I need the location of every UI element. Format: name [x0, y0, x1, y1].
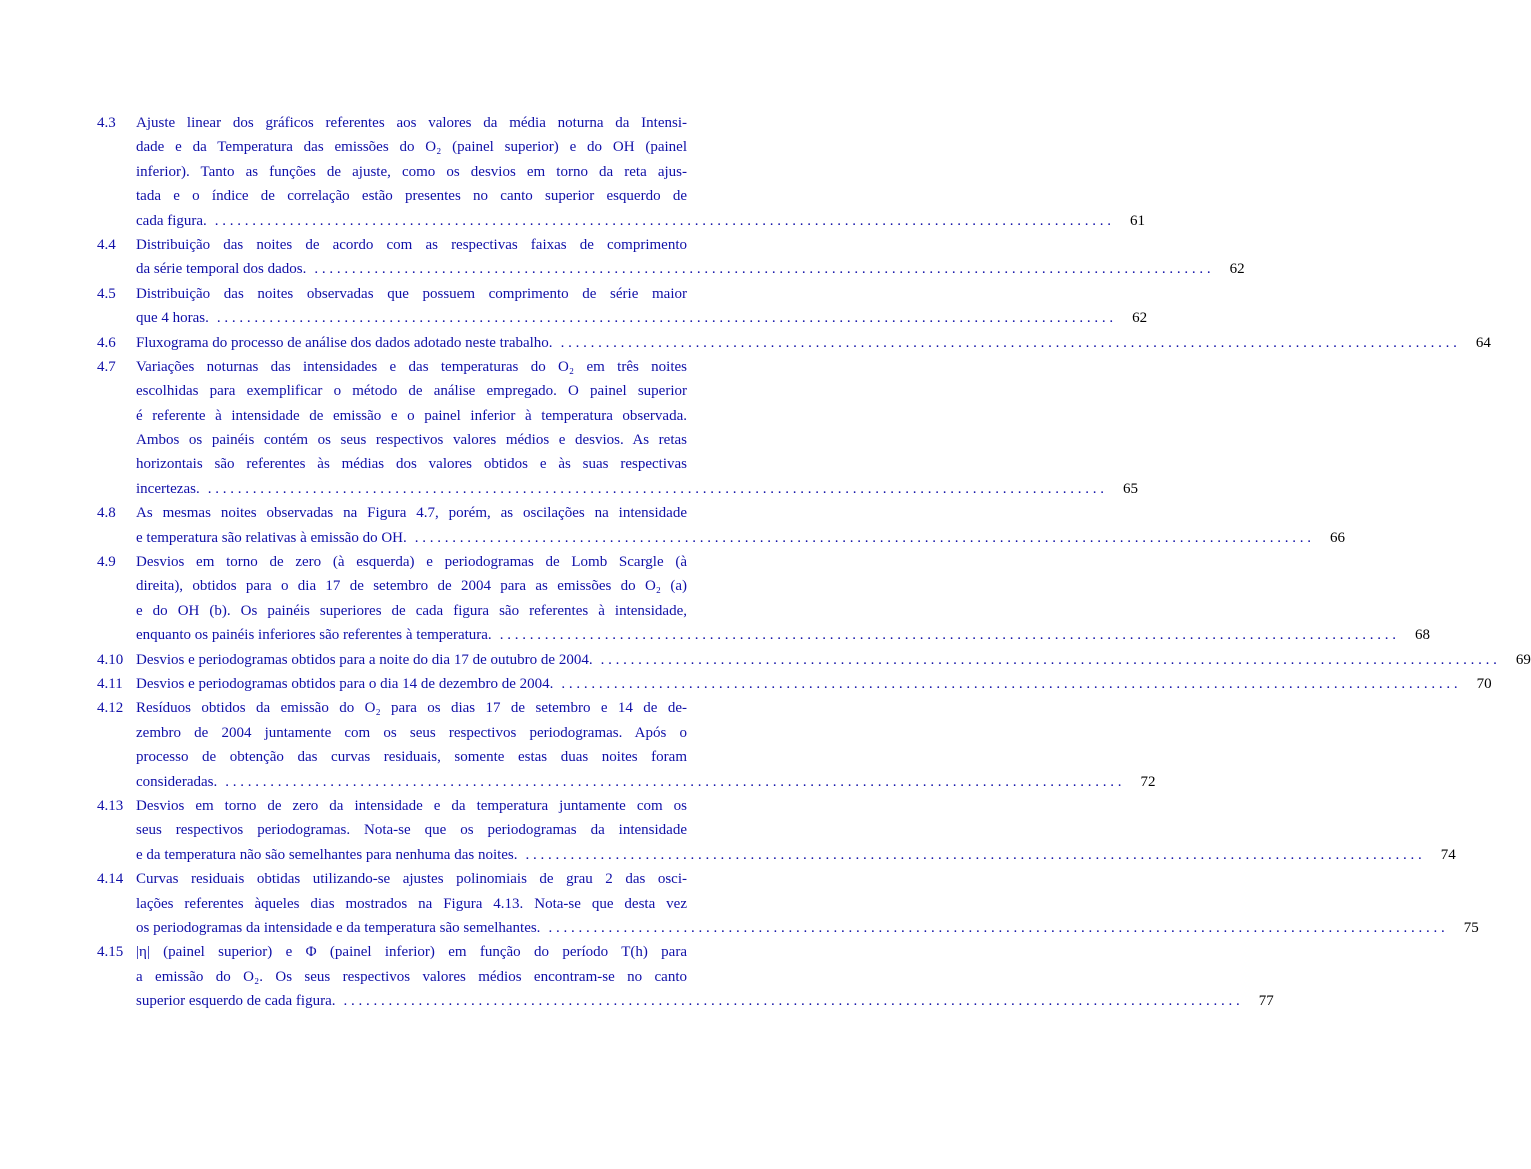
caption-line: direita), obtidos para o dia 17 de setembro de 2004 para as emissões do O₂ (a): [136, 578, 687, 595]
caption-line: horizontais são referentes às médias dos valores obtidos e às suas respectivas: [136, 456, 687, 473]
caption-text: da série temporal dos dados.: [136, 261, 307, 278]
figure-number: 4.11: [97, 675, 123, 692]
caption-line: Variações noturnas das intensidades e das temperaturas do O₂ em três noites: [136, 358, 687, 375]
figure-number: 4.9: [97, 554, 116, 571]
caption-line: [136, 989, 1274, 1013]
caption-line: Desvios em torno de zero da intensidade e da temperatura juntamente com os: [136, 797, 687, 814]
figure-entry-4-8[interactable]: [97, 501, 1345, 550]
figure-entry-4-9[interactable]: [97, 550, 1430, 648]
page-number[interactable]: 62: [1132, 310, 1148, 327]
caption-line: Ambos os painéis contém os seus respectivos valores médios e desvios. As retas: [136, 432, 687, 449]
figure-entry-4-12[interactable]: [97, 696, 1156, 794]
figure-entry-4-11[interactable]: [97, 672, 1492, 696]
caption-text: consideradas.: [136, 773, 218, 790]
page-number[interactable]: 65: [1122, 480, 1138, 497]
figure-number: 4.7: [97, 358, 116, 375]
caption-line: [136, 672, 1492, 696]
dot-leader: . . . . . . . . . . . . . . . . . . . . . . . . . . . . . . . . . . . . . . . . . . . . . . . . . . . . . . . . . . . . . . . . . . . . . . . . . . . . . . . . . . . . . . . . . . . . . . . . . . . . . . . . . . . . . . . . . . . . . . . .: [414, 529, 1311, 546]
figure-entry-4-14[interactable]: [97, 867, 1479, 940]
caption-line: [136, 623, 1430, 647]
figure-number: 4.12: [97, 700, 124, 717]
figure-number: 4.13: [97, 797, 124, 814]
caption-text: que 4 horas.: [136, 310, 209, 327]
caption-text: Fluxograma do processo de análise dos dados adotado neste trabalho.: [136, 334, 553, 351]
caption-text: e da temperatura não são semelhantes para nenhuma das noites.: [136, 846, 518, 863]
caption-text: enquanto os painéis inferiores são referentes à temperatura.: [136, 627, 492, 644]
caption-line: dade e da Temperatura das emissões do O₂ (painel superior) e do OH (painel: [136, 139, 687, 156]
page-number[interactable]: 64: [1475, 334, 1491, 351]
caption-text: os periodogramas da intensidade e da temperatura são semelhantes.: [136, 919, 541, 936]
caption-line: [136, 770, 1156, 794]
dot-leader: . . . . . . . . . . . . . . . . . . . . . . . . . . . . . . . . . . . . . . . . . . . . . . . . . . . . . . . . . . . . . . . . . . . . . . . . . . . . . . . . . . . . . . . . . . . . . . . . . . . . . . . . . . . . . . . . . . . . . . . .: [525, 846, 1422, 863]
caption-line: Distribuição das noites observadas que possuem comprimento de série maior: [136, 285, 687, 302]
figure-number: 4.15: [97, 944, 124, 961]
figure-entry-4-4[interactable]: [97, 233, 1245, 282]
figure-number: 4.4: [97, 236, 116, 253]
caption-line: [136, 477, 1138, 501]
caption-line: zembro de 2004 juntamente com os seus respectivos periodogramas. Após o: [136, 724, 687, 741]
caption-text: incertezas.: [136, 480, 200, 497]
dot-leader: . . . . . . . . . . . . . . . . . . . . . . . . . . . . . . . . . . . . . . . . . . . . . . . . . . . . . . . . . . . . . . . . . . . . . . . . . . . . . . . . . . . . . . . . . . . . . . . . . . . . . . . . . . . . . . . . . . . . . . . .: [214, 212, 1112, 229]
caption-line: Distribuição das noites de acordo com as respectivas faixas de comprimento: [136, 236, 687, 253]
page-number[interactable]: 62: [1229, 261, 1245, 278]
dot-leader: . . . . . . . . . . . . . . . . . . . . . . . . . . . . . . . . . . . . . . . . . . . . . . . . . . . . . . . . . . . . . . . . . . . . . . . . . . . . . . . . . . . . . . . . . . . . . . . . . . . . . . . . . . . . . . . . . . . . . . . .: [561, 675, 1458, 692]
figure-number: 4.5: [97, 285, 116, 302]
caption-line: [136, 306, 1148, 330]
figure-entry-4-5[interactable]: [97, 282, 1148, 331]
figure-entry-4-7[interactable]: [97, 355, 1138, 501]
caption-text: e temperatura são relativas à emissão do OH.: [136, 529, 407, 546]
figure-number: 4.3: [97, 115, 116, 131]
figure-entry-4-10[interactable]: [97, 648, 1531, 672]
page-number[interactable]: 70: [1476, 675, 1492, 692]
figure-entry-4-15[interactable]: [97, 940, 1274, 1013]
page-number[interactable]: 77: [1258, 993, 1274, 1010]
dot-leader: . . . . . . . . . . . . . . . . . . . . . . . . . . . . . . . . . . . . . . . . . . . . . . . . . . . . . . . . . . . . . . . . . . . . . . . . . . . . . . . . . . . . . . . . . . . . . . . . . . . . . . . . . . . . . . . . . . . . . . . .: [600, 651, 1497, 668]
dot-leader: . . . . . . . . . . . . . . . . . . . . . . . . . . . . . . . . . . . . . . . . . . . . . . . . . . . . . . . . . . . . . . . . . . . . . . . . . . . . . . . . . . . . . . . . . . . . . . . . . . . . . . . . . . . . . . . . . . . . . . . .: [207, 480, 1104, 497]
caption-line: lações referentes àqueles dias mostrados na Figura 4.13. Nota-se que desta vez: [136, 895, 687, 912]
dot-leader: . . . . . . . . . . . . . . . . . . . . . . . . . . . . . . . . . . . . . . . . . . . . . . . . . . . . . . . . . . . . . . . . . . . . . . . . . . . . . . . . . . . . . . . . . . . . . . . . . . . . . . . . . . . . . . . . . . . . . . . .: [343, 993, 1240, 1010]
page-number[interactable]: 68: [1414, 627, 1430, 644]
caption-line: As mesmas noites observadas na Figura 4.7, porém, as oscilações na intensidade: [136, 505, 687, 522]
figure-number: 4.14: [97, 871, 124, 888]
dot-leader: . . . . . . . . . . . . . . . . . . . . . . . . . . . . . . . . . . . . . . . . . . . . . . . . . . . . . . . . . . . . . . . . . . . . . . . . . . . . . . . . . . . . . . . . . . . . . . . . . . . . . . . . . . . . . . . . . . . . . . . .: [225, 773, 1122, 790]
page-number[interactable]: 72: [1140, 773, 1156, 790]
page-number[interactable]: 75: [1463, 919, 1479, 936]
figure-number: 4.6: [97, 334, 116, 351]
caption-line: seus respectivos periodogramas. Nota-se que os periodogramas da intensidade: [136, 822, 687, 839]
caption-line: a emissão do O₂. Os seus respectivos valores médios encontram-se no canto: [136, 968, 687, 985]
dot-leader: . . . . . . . . . . . . . . . . . . . . . . . . . . . . . . . . . . . . . . . . . . . . . . . . . . . . . . . . . . . . . . . . . . . . . . . . . . . . . . . . . . . . . . . . . . . . . . . . . . . . . . . . . . . . . . . . . . . . . . . .: [314, 261, 1211, 278]
figure-entry-4-3[interactable]: [97, 111, 1146, 233]
caption-line: Curvas residuais obtidas utilizando-se ajustes polinomiais de grau 2 das osci-: [136, 871, 687, 888]
caption-line: Resíduos obtidos da emissão do O₂ para os dias 17 de setembro e 14 de de-: [136, 700, 687, 717]
page-number[interactable]: 69: [1515, 651, 1531, 668]
caption-text: superior esquerdo de cada figura.: [136, 993, 336, 1010]
caption-line: inferior). Tanto as funções de ajuste, como os desvios em torno da reta ajus-: [136, 163, 687, 180]
dot-leader: . . . . . . . . . . . . . . . . . . . . . . . . . . . . . . . . . . . . . . . . . . . . . . . . . . . . . . . . . . . . . . . . . . . . . . . . . . . . . . . . . . . . . . . . . . . . . . . . . . . . . . . . . . . . . . . . . . . . . . . .: [499, 627, 1396, 644]
caption-line: escolhidas para exemplificar o método de análise empregado. O painel superior: [136, 383, 687, 400]
dot-leader: . . . . . . . . . . . . . . . . . . . . . . . . . . . . . . . . . . . . . . . . . . . . . . . . . . . . . . . . . . . . . . . . . . . . . . . . . . . . . . . . . . . . . . . . . . . . . . . . . . . . . . . . . . . . . . . . . . . . . . . .: [216, 310, 1114, 327]
figure-number: 4.10: [97, 651, 124, 668]
page-number[interactable]: 61: [1130, 212, 1146, 229]
figure-entry-4-6[interactable]: [97, 331, 1491, 355]
figure-number: 4.8: [97, 505, 116, 522]
caption-line: Desvios em torno de zero (à esquerda) e periodogramas de Lomb Scargle (à: [136, 554, 687, 571]
caption-line: e do OH (b). Os painéis superiores de cada figura são referentes à intensidade,: [136, 602, 687, 619]
caption-line: |η| (painel superior) e Φ (painel inferior) em função do período T(h) para: [136, 944, 687, 961]
figure-entry-4-13[interactable]: [97, 794, 1456, 867]
dot-leader: . . . . . . . . . . . . . . . . . . . . . . . . . . . . . . . . . . . . . . . . . . . . . . . . . . . . . . . . . . . . . . . . . . . . . . . . . . . . . . . . . . . . . . . . . . . . . . . . . . . . . . . . . . . . . . . . . . . . . . . .: [548, 919, 1445, 936]
caption-line: processo de obtenção das curvas residuais, somente estas duas noites foram: [136, 749, 687, 766]
caption-line: é referente à intensidade de emissão e o painel inferior à temperatura observada.: [136, 407, 687, 424]
page-number[interactable]: 66: [1329, 529, 1345, 546]
caption-line: [136, 257, 1245, 281]
caption-line: [136, 843, 1456, 867]
caption-line: [136, 209, 1146, 233]
caption-line: Ajuste linear dos gráficos referentes aos valores da média noturna da Intensi-: [136, 115, 687, 131]
caption-line: [136, 916, 1479, 940]
caption-line: [136, 526, 1345, 550]
caption-line: [136, 331, 1491, 355]
page-number[interactable]: 74: [1440, 846, 1456, 863]
caption-text: Desvios e periodogramas obtidos para a noite do dia 17 de outubro de 2004.: [136, 651, 593, 668]
caption-line: [136, 648, 1531, 672]
caption-text: cada figura.: [136, 212, 207, 229]
list-of-figures: [97, 111, 1531, 1013]
caption-line: tada e o índice de correlação estão presentes no canto superior esquerdo de: [136, 188, 687, 205]
caption-text: Desvios e periodogramas obtidos para o dia 14 de dezembro de 2004.: [136, 675, 554, 692]
dot-leader: . . . . . . . . . . . . . . . . . . . . . . . . . . . . . . . . . . . . . . . . . . . . . . . . . . . . . . . . . . . . . . . . . . . . . . . . . . . . . . . . . . . . . . . . . . . . . . . . . . . . . . . . . . . . . . . . . . . . . . . .: [560, 334, 1457, 351]
